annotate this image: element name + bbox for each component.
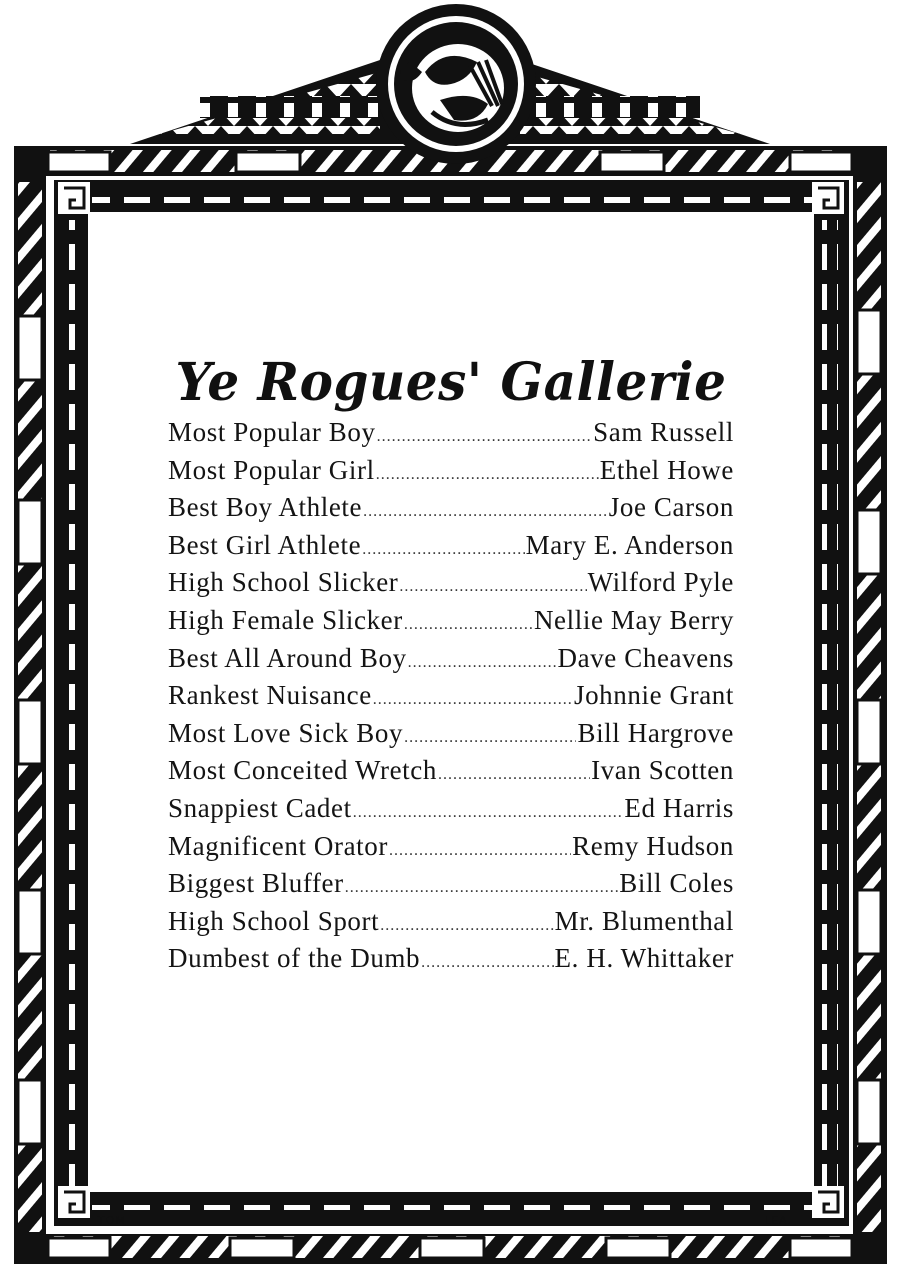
awards-panel — [168, 352, 734, 981]
award-row — [168, 417, 734, 455]
award-category: Biggest Bluffer — [168, 868, 344, 899]
dot-leader — [353, 804, 624, 822]
dot-leader — [376, 466, 599, 484]
award-category: Rankest Nuisance — [168, 680, 372, 711]
award-winner: Joe Carson — [608, 492, 734, 523]
dot-leader — [362, 541, 524, 559]
award-category: High Female Slicker — [168, 604, 403, 635]
award-category: Magnificent Orator — [168, 830, 388, 861]
artist-signature-left: TOM — [98, 1214, 126, 1227]
award-row — [168, 680, 734, 718]
dot-leader — [380, 917, 553, 935]
dot-leader — [399, 578, 586, 596]
award-category: Best All Around Boy — [168, 642, 407, 673]
dot-leader — [421, 954, 553, 972]
award-row — [168, 906, 734, 944]
award-row — [168, 643, 734, 681]
dot-leader — [408, 654, 557, 672]
award-category: Best Boy Athlete — [168, 492, 363, 523]
award-winner: Remy Hudson — [572, 830, 734, 861]
award-winner: Ivan Scotten — [591, 755, 734, 786]
award-row — [168, 567, 734, 605]
dot-leader — [404, 729, 576, 747]
award-row — [168, 530, 734, 568]
award-winner: Ed Harris — [624, 792, 734, 823]
award-category: Best Girl Athlete — [168, 529, 362, 560]
award-row — [168, 831, 734, 869]
award-winner: E. H. Whittaker — [554, 943, 734, 974]
award-winner: Nellie May Berry — [533, 604, 734, 635]
award-category: Most Popular Girl — [168, 454, 375, 485]
award-category: Most Love Sick Boy — [168, 717, 404, 748]
dot-leader — [389, 842, 571, 860]
dot-leader — [345, 879, 619, 897]
award-winner: Ethel Howe — [599, 454, 734, 485]
award-category: High School Slicker — [168, 567, 399, 598]
award-row — [168, 755, 734, 793]
award-row — [168, 718, 734, 756]
award-winner: Mary E. Anderson — [525, 529, 734, 560]
award-winner: Johnnie Grant — [573, 680, 734, 711]
award-winner: Bill Hargrove — [577, 717, 734, 748]
artist-signature-right: LEA. — [764, 1214, 792, 1227]
award-row — [168, 492, 734, 530]
award-category: High School Sport — [168, 905, 380, 936]
dot-leader — [404, 616, 533, 634]
dot-leader — [373, 691, 573, 709]
awards-list — [168, 417, 734, 981]
award-winner: Bill Coles — [619, 868, 734, 899]
award-category: Most Popular Boy — [168, 417, 376, 447]
dot-leader — [363, 503, 608, 521]
award-row — [168, 455, 734, 493]
award-row — [168, 605, 734, 643]
award-category: Dumbest of the Dumb — [168, 943, 421, 974]
award-winner: Wilford Pyle — [587, 567, 734, 598]
award-row — [168, 868, 734, 906]
award-category: Snappiest Cadet — [168, 792, 352, 823]
page-title: Ye Rogues' Gallerie — [175, 350, 727, 413]
award-winner: Sam Russell — [593, 417, 734, 447]
award-winner: Mr. Blumenthal — [554, 905, 734, 936]
award-category: Most Conceited Wretch — [168, 755, 437, 786]
award-winner: Dave Cheavens — [557, 642, 734, 673]
award-row — [168, 943, 734, 981]
award-row — [168, 793, 734, 831]
dot-leader — [438, 766, 590, 784]
dot-leader — [377, 428, 593, 446]
